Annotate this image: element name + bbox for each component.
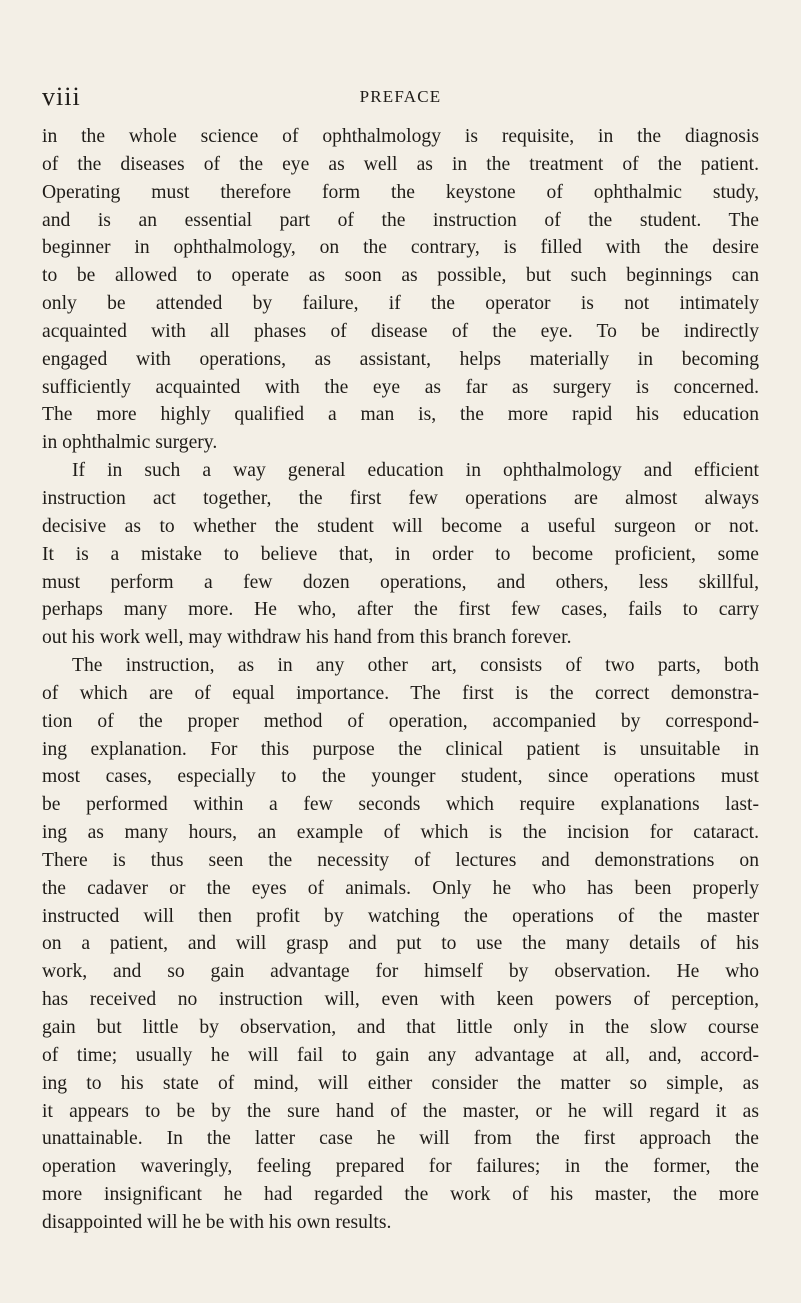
text-line: more insignificant he had regarded the work of his master, the more [42,1184,759,1206]
text-line: only be attended by failure, if the operator is not intimately [42,293,759,315]
text-line: disappointed will he be with his own results. [42,1211,392,1233]
page-number: viii [42,82,81,111]
text-line: decisive as to whether the student will become a useful surgeon or not. [42,515,759,537]
text-line: ing explanation. For this purpose the clinical patient is unsuitable in [42,738,759,760]
body-text [42,123,759,1237]
text-line: of time; usually he will fail to gain any advantage at all, and, accord- [42,1044,759,1066]
text-line: operation waveringly, feeling prepared for failures; in the former, the [42,1156,759,1178]
text-line: out his work well, may withdraw his hand from this branch forever. [42,627,572,649]
text-line: it appears to be by the sure hand of the master, or he will regard it as [42,1100,759,1122]
text-line: acquainted with all phases of disease of the eye. To be indirectly [42,320,759,342]
text-line: It is a mistake to believe that, in order to become proficient, some [42,543,759,565]
text-line: The more highly qualified a man is, the more rapid his education [42,404,759,426]
text-line: the cadaver or the eyes of animals. Only he who has been properly [42,877,759,899]
paragraph [42,123,759,457]
running-head [42,82,759,112]
text-line: There is thus seen the necessity of lectures and demonstrations on [42,849,759,871]
text-line: in ophthalmic surgery. [42,432,218,454]
text-line: ing to his state of mind, will either consider the matter so simple, as [42,1072,759,1094]
text-line: of the diseases of the eye as well as in the treatment of the patient. [42,153,759,175]
text-line: has received no instruction will, even with keen powers of perception, [42,989,759,1011]
text-line: beginner in ophthalmology, on the contrary, is filled with the desire [42,237,759,259]
text-line: Operating must therefore form the keystone of ophthalmic study, [42,181,759,203]
text-line: tion of the proper method of operation, accompanied by correspond- [42,710,759,732]
paragraph [42,457,759,652]
text-line: unattainable. In the latter case he will from the first approach the [42,1128,759,1150]
text-line: engaged with operations, as assistant, helps materially in becoming [42,348,759,370]
text-line: on a patient, and will grasp and put to use the many details of his [42,933,759,955]
text-line: sufficiently acquainted with the eye as far as surgery is concerned. [42,376,759,398]
text-line: gain but little by observation, and that little only in the slow course [42,1017,759,1038]
text-line: perhaps many more. He who, after the first few cases, fails to carry [42,599,759,621]
text-line: and is an essential part of the instruction of the student. The [42,209,759,231]
text-line: work, and so gain advantage for himself by observation. He who [42,961,759,983]
paragraph [42,652,759,1237]
text-line: be performed within a few seconds which require explanations last- [42,794,759,816]
text-line: The instruction, as in any other art, consists of two parts, both [72,655,759,677]
running-title: PREFACE [359,87,442,106]
text-line: most cases, especially to the younger student, since operations must [42,766,759,788]
text-line: must perform a few dozen operations, and others, less skillful, [42,571,759,593]
text-line: ing as many hours, an example of which is the incision for cataract. [42,822,759,844]
text-line: to be allowed to operate as soon as possible, but such beginnings can [42,265,759,287]
text-line: instruction act together, the first few operations are almost always [42,487,759,509]
text-line: of which are of equal importance. The first is the correct demonstra- [42,682,759,704]
text-line: instructed will then profit by watching the operations of the master [42,905,759,927]
text-line: in the whole science of ophthalmology is requisite, in the diagnosis [42,126,759,147]
text-line: If in such a way general education in ophthalmology and efficient [72,460,759,482]
